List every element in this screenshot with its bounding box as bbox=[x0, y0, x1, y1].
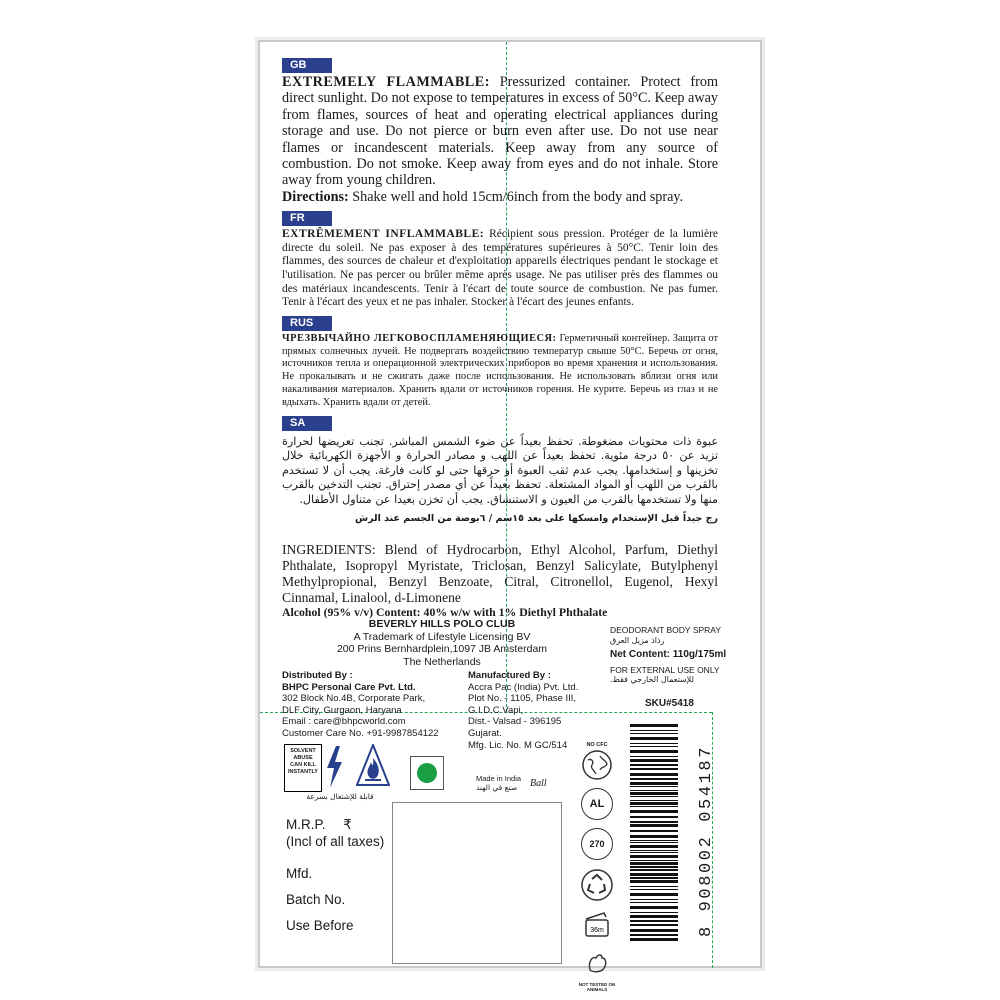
solvent-line-4: INSTANTLY bbox=[288, 769, 318, 775]
gb-text: Pressurized container. Protect from direct sunlight. Do not expose to temperatures in excess of 50°C. Keep away from flames, sources of heat and operating electrical appliances during storage and use. Do not pierce or burn even after use. Do not use near flames or incandescent materials. Keep away from any source of combustion. Do not smoke. Keep away from eyes and do not inhale. Store away from young children. bbox=[282, 74, 718, 189]
fr-text: Récipient sous pression. Protéger de la lumière directe du soleil. Ne pas exposer à des températures supérieures à 50°C. Tenir loin des flammes, des sources de chaleur et d'exploitation appareils électriques pendant le stockage et l'utilisation. Ne pas percer ou brûler même après usage. Ne pas utiliser près des flammes ou des matériaux incandescents. Tenir à l'écart de toute source de combustion. Ne pas fumer. Tenir à l'écart des yeux et ne pas inhaler. Stocker à l'écart des jeunes enfants. bbox=[282, 228, 719, 309]
rupee-symbol: ₹ bbox=[343, 817, 352, 832]
brand-line-1: A Trademark of Lifestyle Licensing BV bbox=[353, 630, 531, 643]
barcode-bar bbox=[630, 790, 678, 791]
barcode-bar bbox=[630, 852, 678, 853]
barcode-bar bbox=[630, 869, 678, 871]
distributor-heading: Distributed By : bbox=[282, 670, 353, 681]
net-content: Net Content: 110g/175ml bbox=[610, 649, 727, 660]
fr-warning bbox=[282, 228, 718, 310]
flammable-icon bbox=[356, 744, 390, 786]
barcode-bar bbox=[630, 810, 678, 813]
lang-tag-ru: RUS bbox=[282, 316, 332, 331]
barcode-bar bbox=[630, 912, 678, 913]
barcode-bar bbox=[630, 792, 678, 795]
code-270-icon: 270 bbox=[581, 828, 613, 860]
barcode-digits: 8 908002 054187 bbox=[697, 744, 716, 937]
pao-jar-icon bbox=[580, 908, 614, 942]
pao-months: 36m bbox=[590, 927, 604, 934]
alcohol-content: Alcohol (95% v/v) Content: 40% w/w with 1% Diethyl Phthalate bbox=[282, 605, 608, 620]
barcode-bar bbox=[630, 733, 678, 734]
made-in-text: Made in India bbox=[476, 774, 522, 783]
globe-icon bbox=[580, 748, 614, 782]
brand-line-3: The Netherlands bbox=[403, 655, 481, 668]
mfd-label: Mfd. bbox=[286, 866, 313, 881]
solvent-line-2: ABUSE bbox=[293, 755, 313, 761]
barcode-bar bbox=[630, 915, 678, 918]
ru-text: Герметичный контейнер. Защита от прямых солнечных лучей. Не подвергать воздействию температур свыше 50°C. Беречь от огня, источников тепла и операционной электрических приборов во время хранения и использования. Не прокалывать и не сжигать даже после использования. Не использовать вблизи огня или накаливания материалов. Хранить вдали от источников горения. Не курите. Беречь из глаз и не вдыхать. Хранить вдали от детей. bbox=[282, 332, 718, 408]
barcode-bar bbox=[630, 786, 678, 787]
manufacturer-address-1: Plot No. - 1105, Phase III, bbox=[468, 693, 577, 705]
manufacturer-heading: Manufactured By : bbox=[468, 670, 551, 681]
distributor-name: BHPC Personal Care Pvt. Ltd. bbox=[282, 681, 416, 693]
barcode-bar bbox=[630, 855, 678, 858]
sku-code: SKU#5418 bbox=[645, 698, 694, 709]
veg-dot bbox=[417, 763, 437, 783]
barcode-bar bbox=[630, 862, 678, 865]
gb-heading: EXTREMELY FLAMMABLE: bbox=[282, 74, 490, 90]
barcode-bar bbox=[630, 782, 678, 785]
flammable-text-ar: قابلة للإشتعال بسرعة bbox=[306, 792, 374, 801]
barcode-bar bbox=[630, 806, 678, 807]
lang-tag-fr: FR bbox=[282, 211, 332, 226]
gb-warning bbox=[282, 74, 718, 205]
barcode-bar bbox=[630, 750, 678, 753]
section-ru bbox=[282, 313, 718, 410]
lang-tag-gb: GB bbox=[282, 58, 332, 73]
barcode-bar bbox=[630, 938, 678, 941]
barcode-bar bbox=[630, 873, 678, 876]
brand-name: BEVERLY HILLS POLO CLUB bbox=[368, 618, 516, 630]
solvent-line-1: SOLVENT bbox=[290, 748, 316, 754]
barcode-bar bbox=[630, 893, 678, 896]
solvent-abuse-warning bbox=[284, 744, 322, 792]
barcode-bar bbox=[630, 934, 678, 936]
gb-directions-label: Directions: bbox=[282, 188, 349, 205]
barcode-bar bbox=[630, 845, 678, 848]
barcode-bar bbox=[630, 842, 678, 843]
ru-heading: ЧРЕЗВЫЧАЙНО ЛЕГКОВОСПЛАМЕНЯЮЩИЕСЯ: bbox=[282, 332, 557, 344]
print-area-box bbox=[392, 802, 562, 964]
mrp-line bbox=[286, 816, 384, 833]
barcode-bar bbox=[630, 764, 678, 766]
not-tested-label: NOT TESTED ON ANIMALS bbox=[578, 982, 616, 992]
gb-directions: Shake well and hold 15cm/6inch from the body and spray. bbox=[352, 188, 684, 205]
distributor-care: Customer Care No. +91-9987854122 bbox=[282, 727, 439, 739]
barcode-bar bbox=[630, 773, 678, 776]
barcode-bar bbox=[630, 866, 678, 868]
barcode-bar bbox=[630, 860, 678, 861]
barcode-bar bbox=[630, 724, 678, 727]
batch-label: Batch No. bbox=[286, 892, 346, 907]
barcode-bar bbox=[630, 877, 678, 879]
barcode bbox=[630, 720, 702, 946]
recycle-icon bbox=[580, 868, 614, 902]
barcode-bar bbox=[630, 821, 678, 823]
barcode-bar bbox=[630, 737, 678, 740]
barcode-bar bbox=[630, 759, 678, 762]
mrp-block bbox=[286, 816, 384, 850]
manufacturer-name: Accra Pac (India) Pvt. Ltd. bbox=[468, 681, 579, 693]
barcode-bar bbox=[630, 880, 678, 883]
not-tested-on-animals-icon bbox=[580, 948, 614, 982]
manufacturer-address-3: Dist.- Valsad - 396195 bbox=[468, 716, 562, 728]
sa-text: عبوة ذات محتويات مضغوطة. تحفظ بعيداً عن ضوء الشمس المباشر. تجنب تعريضها لحرارة تزيد عن ٥٠ درجة مئوية. تحفظ بعيداً عن اللهب و مصادر الحرارة و الأجهزة الكهربائية خلال تخزينها و إستخدامها. يجب عدم ثقب العبوة أو حرقها حتى لو كانت فارغة. يجب أن لا تستخدم بالقرب من اللهب أو المواد المشتعلة. تحفظ بعيداً عن أي مصدر إحتراق. تجنب التدخين بالقرب منها ولا تستخدمها بالقرب من العيون و الاستنشاق. يجب أن تخزن بعيدا عن متناول الأطفال. bbox=[282, 434, 719, 506]
barcode-bar bbox=[630, 899, 678, 900]
no-cfc-label: NO CFC bbox=[586, 742, 608, 748]
sa-warning bbox=[282, 435, 718, 527]
manufacturer-address-4: Gujarat. bbox=[468, 727, 502, 739]
brand-line-2: 200 Prins Bernhardplein,1097 JB Amsterdam bbox=[336, 643, 548, 656]
barcode-bar bbox=[630, 929, 678, 932]
barcode-bar bbox=[630, 743, 678, 744]
fr-heading: EXTRÊMEMENT INFLAMMABLE: bbox=[282, 228, 485, 241]
taxes-label: (Incl of all taxes) bbox=[286, 834, 385, 849]
section-gb bbox=[282, 55, 718, 205]
external-use-ar: للإستعمال الخارجي فقط. bbox=[610, 675, 694, 684]
distributor-address-1: 302 Block No.4B, Corporate Park, bbox=[282, 693, 426, 705]
external-use: FOR EXTERNAL USE ONLY bbox=[610, 664, 720, 675]
barcode-bar bbox=[630, 830, 678, 832]
distributor-address-2: DLF City, Gurgaon, Haryana bbox=[282, 704, 402, 716]
barcode-bar bbox=[630, 920, 678, 922]
barcode-bar bbox=[630, 850, 678, 851]
veg-mark bbox=[410, 756, 444, 790]
lang-tag-sa: SA bbox=[282, 416, 332, 431]
use-before-label: Use Before bbox=[286, 918, 354, 933]
ball-logo: Ball bbox=[530, 778, 547, 789]
barcode-bar bbox=[630, 835, 678, 838]
made-in-india bbox=[476, 774, 521, 792]
barcode-bar bbox=[630, 824, 678, 827]
barcode-bar bbox=[630, 889, 678, 890]
ru-warning bbox=[282, 333, 718, 410]
product-type-ar: رذاذ مزيل العرق bbox=[610, 635, 665, 645]
lightning-icon bbox=[324, 746, 344, 788]
distributor-block bbox=[282, 670, 462, 740]
al-icon: AL bbox=[581, 788, 613, 820]
ingredients-list: INGREDIENTS: Blend of Hydrocarbon, Ethyl Alcohol, Parfum, Diethyl Phthalate, Isopropyl Myristate, Triclosan, Benzyl Salicylate, Butylphenyl Methylpropional, Benzyl Benzoate, Citral, Citronellol, Eugenol, Hexyl Cinnamal, Linalool, d-Limonene bbox=[282, 542, 718, 605]
section-sa bbox=[282, 413, 718, 527]
barcode-bar bbox=[630, 924, 678, 926]
distributor-email: Email : care@bhpcworld.com bbox=[282, 716, 406, 728]
mrp-label: M.R.P. bbox=[286, 817, 326, 832]
barcode-bar bbox=[630, 746, 678, 747]
manufacturer-license: Mfg. Lic. No. M GC/514 bbox=[468, 739, 568, 751]
sa-directions: رج جيداً قبل الإستخدام وامسكها على بعد ١٥سم / ٦بوصة من الجسم عند الرش bbox=[354, 512, 718, 524]
brand-block bbox=[282, 618, 602, 668]
solvent-line-3: CAN KILL bbox=[290, 762, 316, 768]
barcode-bar bbox=[630, 800, 678, 801]
made-in-text-ar: صنع في الهند bbox=[476, 783, 518, 792]
barcode-bar bbox=[630, 886, 678, 887]
barcode-bar bbox=[630, 768, 678, 770]
barcode-bar bbox=[630, 902, 678, 903]
warning-text-area bbox=[282, 52, 718, 619]
section-fr bbox=[282, 208, 718, 310]
barcode-bar bbox=[630, 816, 678, 818]
manufacturer-block bbox=[468, 670, 608, 751]
product-info bbox=[610, 625, 740, 686]
icon-column bbox=[574, 742, 620, 992]
barcode-bar bbox=[630, 796, 678, 797]
barcode-bar bbox=[630, 840, 678, 841]
barcode-bar bbox=[630, 730, 678, 731]
manufacturer-address-2: G.I.D.C Vapi, bbox=[468, 704, 524, 716]
product-type: DEODORANT BODY SPRAY bbox=[610, 625, 721, 635]
barcode-bar bbox=[630, 778, 678, 780]
barcode-bar bbox=[630, 802, 678, 805]
barcode-bar bbox=[630, 906, 678, 909]
barcode-bar bbox=[630, 756, 678, 757]
